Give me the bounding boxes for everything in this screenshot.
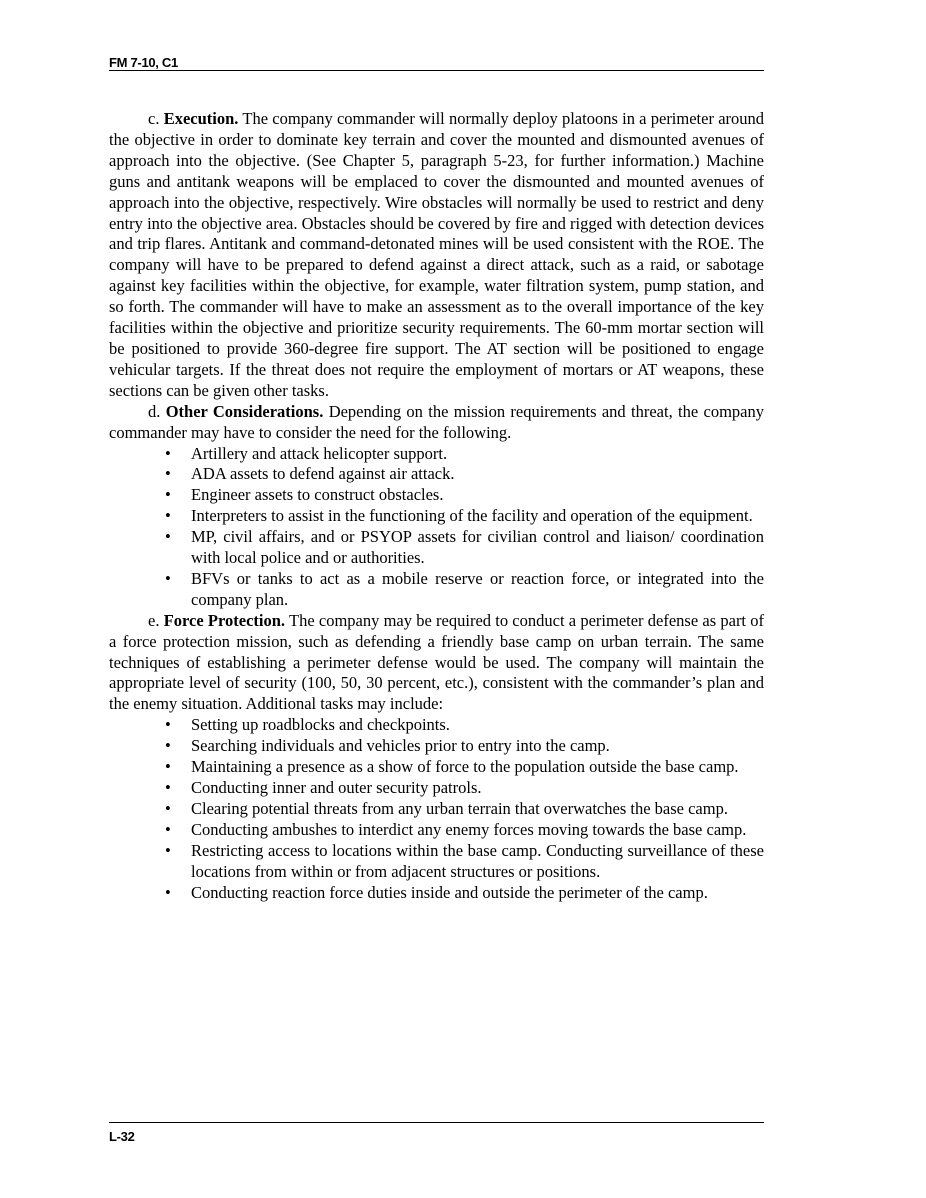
list-item bbox=[109, 464, 764, 485]
list-item-text: Restricting access to locations within the base camp. Conducting surveillance of these locations from within or from adjacent structures or positions. bbox=[191, 840, 764, 881]
list-item-text: Searching individuals and vehicles prior to entry into the camp. bbox=[191, 736, 610, 756]
paragraph-force-protection bbox=[109, 611, 764, 716]
list-item-text: MP, civil affairs, and or PSYOP assets for civilian control and liaison/ coordination with local police and or authorities. bbox=[191, 527, 764, 568]
bullet-icon: • bbox=[165, 485, 171, 505]
bullet-icon: • bbox=[165, 819, 171, 839]
bullet-icon: • bbox=[165, 443, 171, 463]
list-item bbox=[109, 841, 764, 883]
list-item-text: Setting up roadblocks and checkpoints. bbox=[191, 715, 450, 735]
bullet-icon: • bbox=[165, 715, 171, 735]
bullet-icon: • bbox=[165, 506, 171, 526]
bullet-icon: • bbox=[165, 464, 171, 484]
bullet-icon: • bbox=[165, 527, 171, 547]
list-item bbox=[109, 485, 764, 506]
list-item-text: BFVs or tanks to act as a mobile reserve or reaction force, or integrated into the company plan. bbox=[191, 568, 764, 609]
list-item-text: Conducting ambushes to interdict any enemy forces moving towards the base camp. bbox=[191, 819, 747, 839]
paragraph-text: The company may be required to conduct a perimeter defense as part of a force protection mission, such as defending a friendly base camp on urban terrain. The same techniques of establishing a perimeter defense would be used. The company will maintain the appropriate level of security (100, 50, 30 percent, etc.), consistent with the commander’s plan and the enemy situation. Additional tasks may include: bbox=[109, 610, 764, 714]
list-item bbox=[109, 799, 764, 820]
list-item-text: Maintaining a presence as a show of force to the population outside the base camp. bbox=[191, 757, 739, 777]
paragraph-letter: e. bbox=[148, 610, 160, 630]
list-item-text: Clearing potential threats from any urban terrain that overwatches the base camp. bbox=[191, 798, 728, 818]
paragraph-execution bbox=[109, 109, 764, 402]
list-item bbox=[109, 569, 764, 611]
list-item-text: Engineer assets to construct obstacles. bbox=[191, 485, 444, 505]
bullet-icon: • bbox=[165, 757, 171, 777]
bullet-list-additional-tasks bbox=[109, 715, 764, 903]
list-item bbox=[109, 444, 764, 465]
paragraph-letter: d. bbox=[148, 401, 161, 421]
running-header bbox=[109, 54, 764, 71]
bullet-icon: • bbox=[165, 778, 171, 797]
bullet-list-considerations bbox=[109, 444, 764, 611]
list-item-text: ADA assets to defend against air attack. bbox=[191, 464, 455, 484]
paragraph-text: The company commander will normally deploy platoons in a perimeter around the objective in order to dominate key terrain and cover the mounted and dismounted avenues of approach into the objective. (See Chapter 5, paragraph 5-23, for further information.) Machine guns and antitank weapons will be emplaced to cover the dismounted and mounted avenues of approach into the objective, respectively. Wire obstacles will normally be used to restrict and deny entry into the objective area. Obstacles should be covered by fire and rigged with detection devices and trip flares. Antitank and command-detonated mines will be used consistent with the ROE. The company will have to be prepared to defend against a direct attack, such as a raid, or sabotage against key facilities within the objective, for example, water filtration system, pump station, and so forth. The commander will have to make an assessment as to the overall importance of the key facilities within the objective and prioritize security requirements. The 60-mm mortar section will be positioned to provide 360-degree fire support. The AT section will be positioned to engage vehicular targets. If the threat does not require the employment of mortars or AT weapons, these sections can be given other tasks. bbox=[109, 109, 765, 400]
page-number: L-32 bbox=[109, 1129, 135, 1144]
paragraph-heading: Execution. bbox=[163, 109, 239, 128]
bullet-icon: • bbox=[165, 798, 171, 818]
list-item bbox=[109, 883, 764, 904]
list-item bbox=[109, 736, 764, 757]
bullet-icon: • bbox=[165, 736, 171, 756]
bullet-icon: • bbox=[165, 840, 171, 860]
document-body bbox=[109, 109, 764, 903]
list-item-text: Artillery and attack helicopter support. bbox=[191, 443, 448, 463]
list-item bbox=[109, 757, 764, 778]
bullet-icon: • bbox=[165, 568, 171, 588]
paragraph-text: Depending on the mission requirements and threat, the company commander may have to consider the need for the following. bbox=[109, 401, 764, 442]
paragraph-letter: c. bbox=[148, 109, 160, 128]
manual-title: FM 7-10, C1 bbox=[109, 55, 178, 70]
running-footer bbox=[109, 1122, 764, 1144]
paragraph-heading: Other Considerations. bbox=[165, 401, 324, 421]
list-item bbox=[109, 778, 764, 799]
list-item bbox=[109, 506, 764, 527]
list-item-text: Conducting reaction force duties inside and outside the perimeter of the camp. bbox=[191, 882, 708, 902]
list-item bbox=[109, 527, 764, 569]
paragraph-heading: Force Protection. bbox=[163, 610, 286, 630]
list-item bbox=[109, 715, 764, 736]
paragraph-other-considerations bbox=[109, 402, 764, 444]
list-item-text: Interpreters to assist in the functioning of the facility and operation of the equipment. bbox=[191, 506, 753, 526]
list-item bbox=[109, 820, 764, 841]
bullet-icon: • bbox=[165, 882, 171, 902]
list-item-text: Conducting inner and outer security patrols. bbox=[191, 778, 482, 797]
